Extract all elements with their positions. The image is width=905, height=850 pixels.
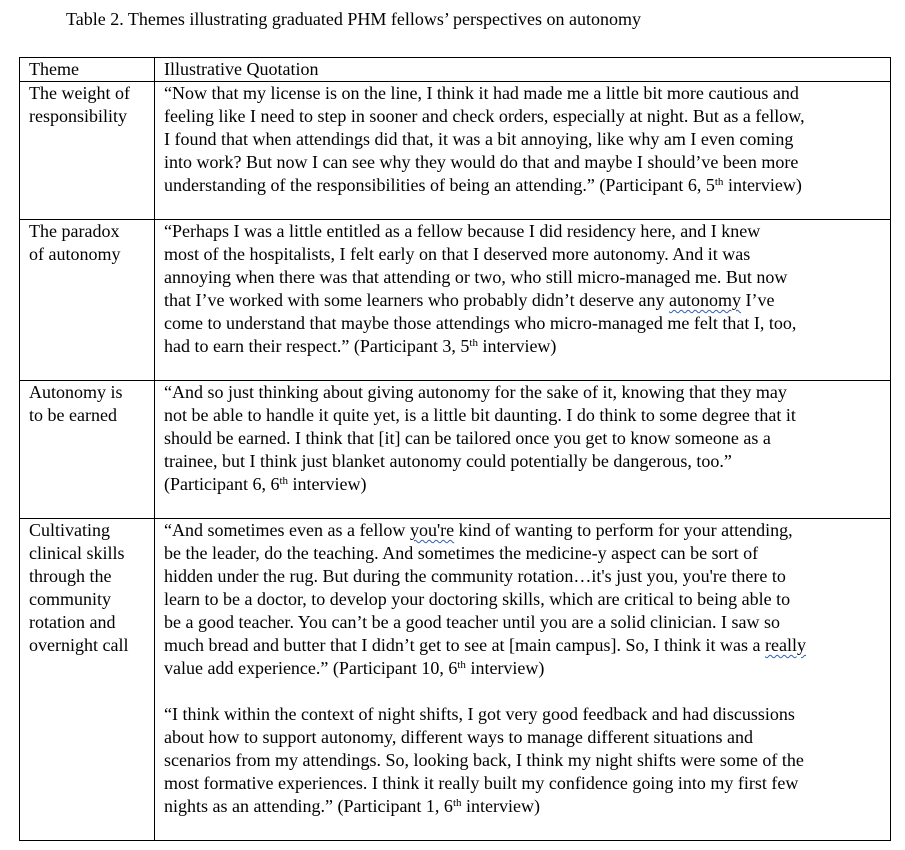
quote-text: value add experience.” (Participant 10, 6 — [164, 658, 458, 678]
quote-line: not be able to handle it quite yet, is a little bit daunting. I do think to some degree that it — [164, 405, 796, 425]
quote-text: I’ve — [741, 290, 775, 310]
quote-text: kind of wanting to perform for your attending, — [454, 520, 793, 540]
quote-text: understanding of the responsibilities of being an attending.” (Participant 6, 5 — [164, 175, 715, 195]
quote-line: feeling like I need to step in sooner and check orders, especially at night. But as a fellow, — [164, 106, 805, 126]
quote-line: be a good teacher. You can’t be a good teacher until you are a solid clinician. I saw so — [164, 612, 780, 632]
quote-line: hidden under the rug. But during the community rotation…it's just you, you're there to — [164, 566, 786, 586]
quote-line — [164, 634, 886, 657]
quote-line — [164, 473, 886, 496]
quote-line: trainee, but I think just blanket autonomy could potentially be dangerous, too.” — [164, 451, 732, 471]
theme-line: responsibility — [29, 106, 127, 126]
quotation — [164, 220, 886, 358]
flagged-word: you're — [409, 520, 455, 540]
quote-line — [164, 335, 886, 358]
quotation-cell — [155, 381, 891, 519]
quote-line — [164, 657, 886, 680]
quote-line — [164, 174, 886, 197]
quote-line: I found that when attendings did that, it was a bit annoying, like why am I even coming — [164, 129, 794, 149]
cell-spacer — [164, 818, 886, 840]
quotation-cell — [155, 220, 891, 381]
quote-line — [164, 289, 886, 312]
quote-line: be the leader, do the teaching. And sometimes the medicine-y aspect can be sort of — [164, 543, 759, 563]
quote-line: “And so just thinking about giving autonomy for the sake of it, knowing that they may — [164, 382, 787, 402]
theme-line: overnight call — [29, 635, 129, 655]
theme-line: clinical skills — [29, 543, 125, 563]
quote-line: “Perhaps I was a little entitled as a fellow because I did residency here, and I knew — [164, 221, 761, 241]
header-theme: Theme — [20, 58, 155, 82]
theme-cell — [20, 519, 155, 841]
cell-spacer — [164, 496, 886, 518]
theme-line: The weight of — [29, 83, 130, 103]
quotation-cell — [155, 519, 891, 841]
quote-line: annoying when there was that attending or two, who still micro-managed me. But now — [164, 267, 788, 287]
quote-text: had to earn their respect.” (Participant 3, 5 — [164, 336, 470, 356]
cell-spacer — [164, 358, 886, 380]
table-caption: Table 2. Themes illustrating graduated PHM fellows’ perspectives on autonomy — [66, 9, 641, 29]
theme-line: to be earned — [29, 405, 117, 425]
quote-line: “Now that my license is on the line, I think it had made me a little bit more cautious and — [164, 83, 799, 103]
quote-text: that I’ve worked with some learners who probably didn’t deserve any — [164, 290, 670, 310]
theme-line: rotation and — [29, 612, 116, 632]
quotation — [164, 82, 886, 197]
theme-cell — [20, 381, 155, 519]
quote-line — [164, 519, 886, 542]
ordinal-suffix: th — [279, 475, 289, 487]
theme-cell — [20, 220, 155, 381]
quote-line — [164, 795, 886, 818]
quote-line: “I think within the context of night shifts, I got very good feedback and had discussions — [164, 704, 795, 724]
quote-line: learn to be a doctor, to develop your doctoring skills, which are critical to being able to — [164, 589, 791, 609]
header-quotation: Illustrative Quotation — [155, 58, 891, 82]
theme-line: Cultivating — [29, 520, 110, 540]
quote-line: most of the hospitalists, I felt early on that I deserved more autonomy. And it was — [164, 244, 751, 264]
table-row — [20, 82, 891, 220]
flagged-word: really — [765, 635, 806, 655]
quote-text: nights as an attending.” (Participant 1, 6 — [164, 796, 453, 816]
quote-text: interview) — [461, 796, 540, 816]
flagged-word: autonomy — [669, 290, 742, 310]
ordinal-suffix: th — [452, 797, 462, 809]
quote-text: interview) — [477, 336, 557, 356]
quote-text: (Participant 6, 6 — [164, 474, 280, 494]
quote-line: about how to support autonomy, different ways to manage different situations and — [164, 727, 754, 747]
quote-line: into work? But now I can see why they would do that and maybe I should’ve been more — [164, 152, 799, 172]
quotation — [164, 381, 886, 496]
table-row — [20, 220, 891, 381]
cell-spacer — [164, 197, 886, 219]
ordinal-suffix: th — [714, 176, 724, 188]
theme-line: The paradox — [29, 221, 120, 241]
themes-table — [19, 57, 891, 841]
ordinal-suffix: th — [469, 337, 478, 349]
theme-line: community — [29, 589, 111, 609]
theme-line: through the — [29, 566, 112, 586]
quote-line: scenarios from my attendings. So, looking back, I think my night shifts were some of the — [164, 750, 804, 770]
quote-line: most formative experiences. I think it really built my confidence going into my first few — [164, 773, 799, 793]
quotation-cell — [155, 82, 891, 220]
quote-text: interview) — [288, 474, 367, 494]
quote-text: much bread and butter that I didn’t get to see at [main campus]. So, I think it was a — [164, 635, 766, 655]
table-header-row — [20, 58, 891, 82]
table-row — [20, 519, 891, 841]
quote-line: come to understand that maybe those attendings who micro-managed me felt that I, too, — [164, 313, 797, 333]
theme-cell — [20, 82, 155, 220]
theme-line: Autonomy is — [29, 382, 123, 402]
quotation — [164, 519, 886, 680]
quote-text: “And sometimes even as a fellow — [164, 520, 410, 540]
theme-line: of autonomy — [29, 244, 121, 264]
ordinal-suffix: th — [457, 659, 466, 671]
table-row — [20, 381, 891, 519]
quote-text: interview) — [465, 658, 545, 678]
quote-line: should be earned. I think that [it] can be tailored once you get to know someone as a — [164, 428, 771, 448]
quotation — [164, 703, 886, 818]
quote-text: interview) — [723, 175, 802, 195]
